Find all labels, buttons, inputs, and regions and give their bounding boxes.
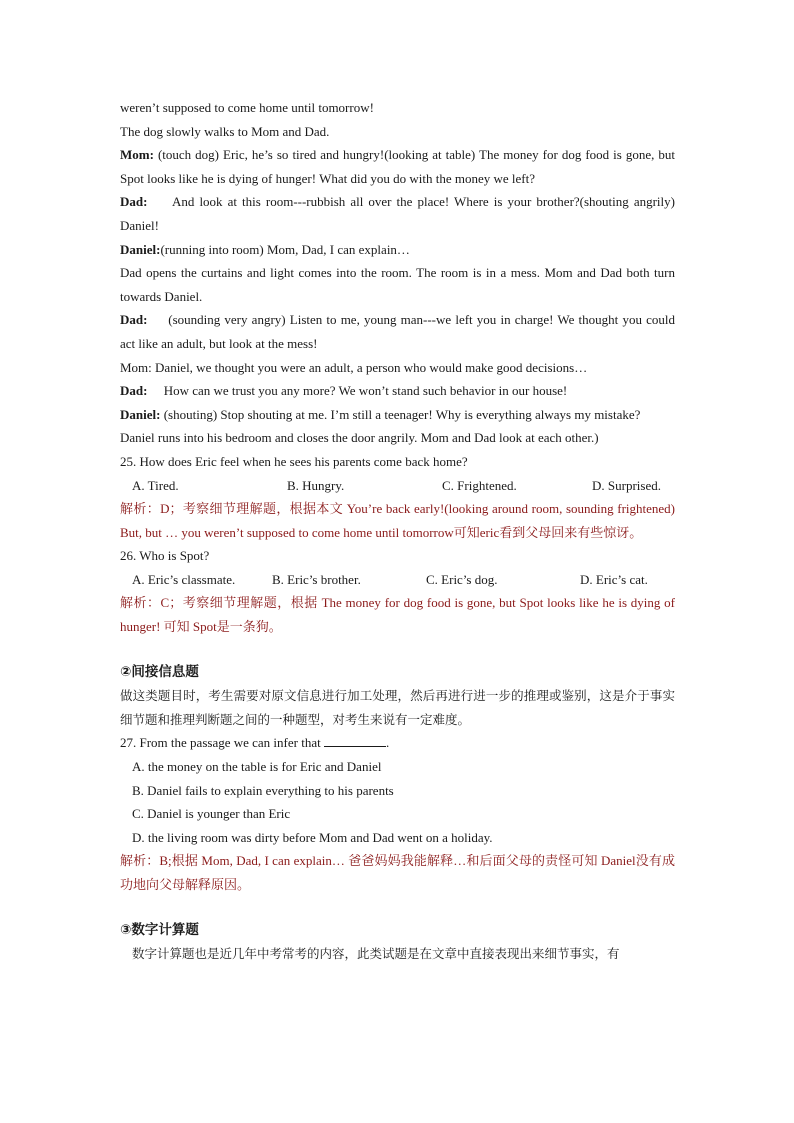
option-c: C. Daniel is younger than Eric [132,806,291,822]
speaker-label: Daniel: [120,241,161,257]
passage-line: Dad opens the curtains and light comes into the room. The room is in a mess. Mom and Dad both turn towards Daniel. [120,265,675,304]
dialogue-text: (shouting) Stop shouting at me. I’m still a teenager! Why is everything always my mistake? [160,406,641,422]
option-a: A. Eric’s classmate. [132,571,236,587]
dialogue-text: And look at this room---rubbish all over the place! Where is your brother?(shouting angrily) Daniel! [120,194,679,233]
option-b: B. Eric’s brother. [272,571,361,587]
question-text: 27. From the passage we can infer that [120,735,324,751]
document-page [120,96,679,966]
answer-26: 解析：C；考察细节理解题，根据 The money for dog food is gone, but Spot looks like he is dying of hunger! 可知 Spot是一条狗。 [120,595,675,635]
question-26: 26. Who is Spot? [120,548,210,564]
section-heading-indirect: ②间接信息题 [120,663,199,680]
question-27 [120,731,675,755]
dialogue-mom-1 [120,143,675,190]
option-d: D. Eric’s cat. [580,571,648,587]
dialogue-dad-2 [120,308,679,355]
dialogue-text: How can we trust you any more? We won’t stand such behavior in our house! [147,383,568,399]
answer-27: 解析：B;根据 Mom, Dad, I can explain… 爸爸妈妈我能解释…和后面父母的责怪可知 Daniel没有成功地向父母解释原因。 [120,853,675,892]
passage-line: The dog slowly walks to Mom and Dad. [120,123,330,139]
passage-line: Daniel runs into his bedroom and closes the door angrily. Mom and Dad look at each other.) [120,430,599,446]
option-b: B. Daniel fails to explain everything to his parents [132,782,394,798]
options-25 [120,474,675,498]
question-25: 25. How does Eric feel when he sees his parents come back home? [120,453,468,469]
section-intro-numeric: 数字计算题也是近几年中考常考的内容，此类试题是在文章中直接表现出来细节事实，有 [132,946,620,962]
section-heading-numeric: ③数字计算题 [120,921,199,938]
option-d: D. Surprised. [592,477,661,493]
options-26 [120,568,675,592]
option-c: C. Frightened. [442,477,517,493]
option-b: B. Hungry. [287,477,345,493]
dialogue-text: (sounding very angry) Listen to me, young man---we left you in charge! We thought you could act like an adult, but look at the mess! [120,312,679,351]
dialogue-daniel-1 [120,238,675,262]
dialogue-dad-3 [120,379,675,403]
dialogue-text: (running into room) Mom, Dad, I can explain… [160,241,410,257]
dialogue-text: (touch dog) Eric, he’s so tired and hungry!(looking at table) The money for dog food is gone, but Spot looks like he is dying of hunger! What did you do with the money we left? [120,147,675,186]
speaker-label: Dad: [120,312,148,328]
answer-25: 解析：D；考察细节理解题，根据本文 You’re back early!(looking around room, sounding frightened) But, but … you weren’t supposed to come home until tomorrow可知eric看到父母回来有些惊讶。 [120,501,675,540]
question-end: . [385,735,390,751]
passage-line: weren’t supposed to come home until tomorrow! [120,100,374,115]
option-a: A. Tired. [132,477,179,493]
option-d: D. the living room was dirty before Mom and Dad went on a holiday. [132,829,493,845]
dialogue-dad-1 [120,190,679,237]
dialogue-daniel-2 [120,403,675,427]
speaker-label: Mom: [120,147,154,163]
speaker-label: Daniel: [120,406,161,422]
answer-blank [324,734,386,747]
section-intro-indirect: 做这类题目时，考生需要对原文信息进行加工处理，然后再进行进一步的推理或鉴别，这是介于事实细节题和推理判断题之间的一种题型，对考生来说有一定难度。 [120,688,675,727]
speaker-label: Dad: [120,383,148,399]
passage-line: Mom: Daniel, we thought you were an adult, a person who would make good decisions… [120,359,588,375]
option-c: C. Eric’s dog. [426,571,498,587]
option-a: A. the money on the table is for Eric and Daniel [132,759,382,775]
speaker-label: Dad: [120,194,148,210]
